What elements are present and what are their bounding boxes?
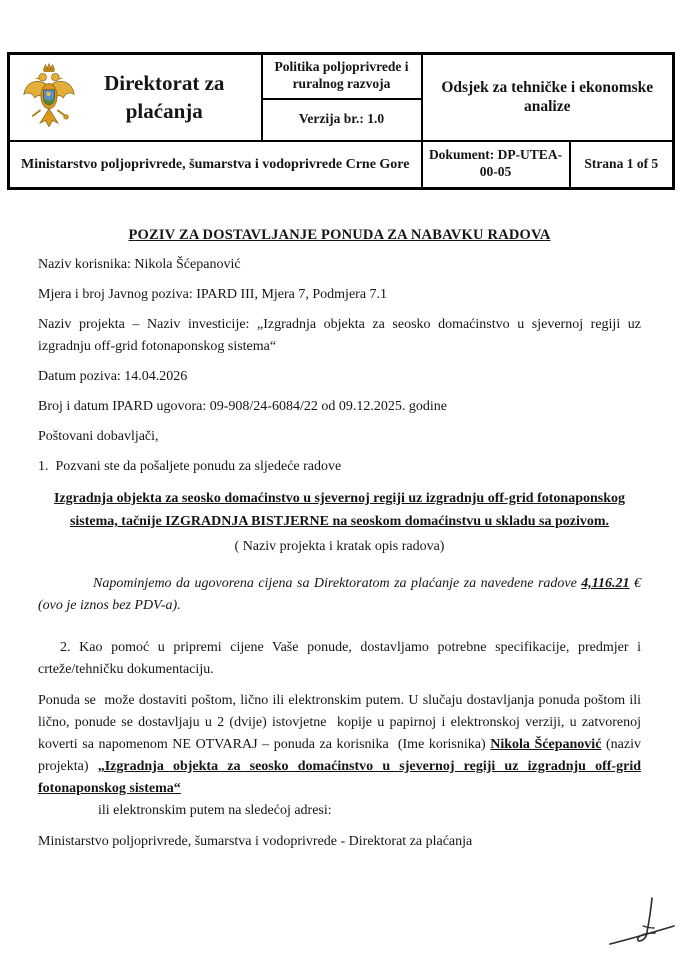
call-date-line: Datum poziva: 14.04.2026 <box>38 369 188 384</box>
price-note-prefix: Napominjemo da ugovorena cijena sa Direktoratom za plaćanje za navedene radove <box>93 576 582 591</box>
header-page-number: Strana 1 of 5 <box>570 141 674 189</box>
montenegro-coat-of-arms-icon <box>22 63 76 131</box>
signature-initial-icon <box>606 892 678 950</box>
delivery-project-name: „Izgradnja objekta za seosko domaćinstvo u sjevernoj regiji uz izgradnju off-grid fotonaponskog sistema“ <box>38 759 641 796</box>
header-department: Odsjek za tehničke i ekonomske analize <box>422 54 674 141</box>
price-note <box>38 573 641 617</box>
header-policy: Politika poljoprivrede i ruralnog razvoja <box>262 54 422 99</box>
measure-line: Mjera i broj Javnog poziva: IPARD III, Mjera 7, Podmjera 7.1 <box>38 287 388 302</box>
contract-line: Broj i datum IPARD ugovora: 09-908/24-6084/22 od 09.12.2025. godine <box>38 399 447 414</box>
beneficiary-line: Naziv korisnika: Nikola Šćepanović <box>38 257 241 272</box>
document-header-table <box>7 52 675 190</box>
item1-line: 1. Pozvani ste da pošaljete ponudu za sljedeće radove <box>38 459 342 474</box>
electronic-line: ili elektronskim putem na sledećoj adresi: <box>98 803 332 818</box>
header-version: Verzija br.: 1.0 <box>262 99 422 141</box>
delivery-paragraph <box>38 690 641 800</box>
delivery-beneficiary-name: Nikola Šćepanović <box>490 737 602 752</box>
address-line: Ministarstvo poljoprivrede, šumarstva i vodoprivrede - Direktorat za plaćanja <box>38 834 473 849</box>
header-org-cell <box>9 54 262 141</box>
header-document-code: Dokument: DP-UTEA-00-05 <box>422 141 570 189</box>
delivery-text: Ponuda se može dostaviti poštom, lično ili elektronskim putem. U slučaju dostavljanja ponuda poštom ili lično, ponude se dostavljaju u 2 (dvije) istovjetne kopije u papirnoj i elektronskoj verziji, u zatvorenoj koverti sa napomenom NE OTVARAJ – ponuda za korisnika (Ime korisnika) <box>38 693 641 752</box>
project-line: Naziv projekta – Naziv investicije: „Izgradnja objekta za seosko domaćinstvo u sjevernoj regiji uz izgradnju off-grid fotonaponskog sistema“ <box>38 317 641 354</box>
org-title: Direktorat za plaćanja <box>104 70 225 124</box>
contract-price-amount: 4,116.21 <box>581 576 630 591</box>
works-title: Izgradnja objekta za seosko domaćinstvo u sjevernoj regiji uz izgradnju off-grid fotonaponskog sistema, tačnije IZGRADNJA BISTJERNE na seoskom domaćinstvu u skladu sa pozivom. <box>53 491 625 529</box>
salutation-line: Poštovani dobavljači, <box>38 429 159 444</box>
works-caption: ( Naziv projekta i kratak opis radova) <box>234 539 445 554</box>
delivery-mid-text: (naziv projekta) <box>38 737 641 774</box>
header-ministry: Ministarstvo poljoprivrede, šumarstva i vodoprivrede Crne Gore <box>9 141 422 189</box>
item2-line: 2. Kao pomoć u pripremi cijene Vaše ponude, dostavljamo potrebne specifikacije, predmjer i crteže/tehničku dokumentaciju. <box>38 640 641 677</box>
price-note-suffix: € (ovo je iznos bez PDV-a). <box>38 576 642 613</box>
document-title: POZIV ZA DOSTAVLJANJE PONUDA ZA NABAVKU RADOVA <box>128 227 551 243</box>
document-body <box>0 187 679 853</box>
